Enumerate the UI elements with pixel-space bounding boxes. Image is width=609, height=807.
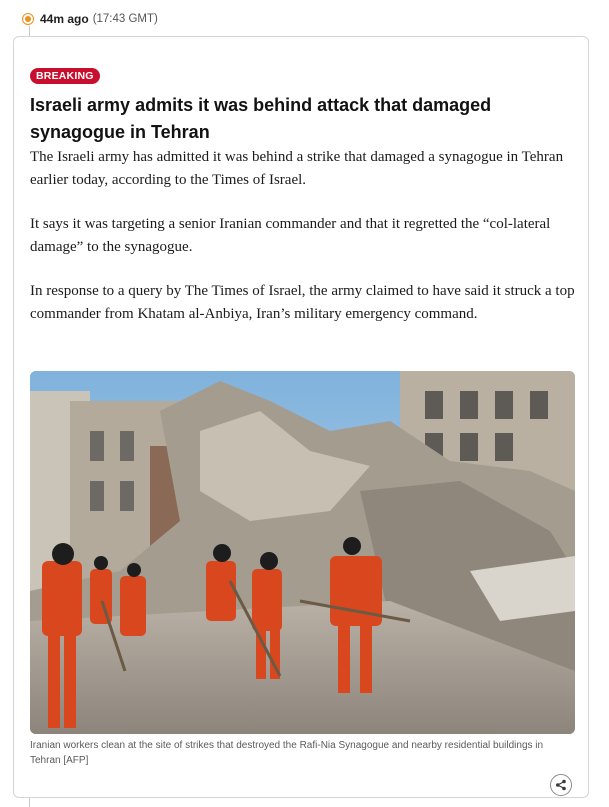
image-caption: Iranian workers clean at the site of strikes that destroyed the Rafi-Nia Synagogue and nearby residential buildings in Tehran [AFP] [30,740,544,766]
post-headline: Israeli army admits it was behind attack that damaged synagogue in Tehran [30,95,492,142]
paragraph-1: The Israeli army has admitted it was behind a strike that damaged a synagogue in Tehran earlier today, according to the Times of Israel. [30,149,564,188]
paragraph-3: In response to a query by The Times of Israel, the army claimed to have said it struck a top commander from Khatam al-Anbiya, Iran’s military emergency command. [30,283,575,322]
share-icon [555,779,567,791]
post-timestamp [22,11,158,27]
breaking-badge: BREAKING [30,68,100,84]
time-ago: 44m ago [40,12,89,26]
post-body [30,146,575,347]
live-blog-post-card [13,36,589,798]
post-image [30,371,575,734]
paragraph-2: It says it was targeting a senior Iranian commander and that it regretted the “col-lateral damage” to the synagogue. [30,216,551,255]
share-button[interactable] [550,774,572,796]
time-gmt: (17:43 GMT) [92,13,158,25]
live-dot-icon [22,13,34,25]
